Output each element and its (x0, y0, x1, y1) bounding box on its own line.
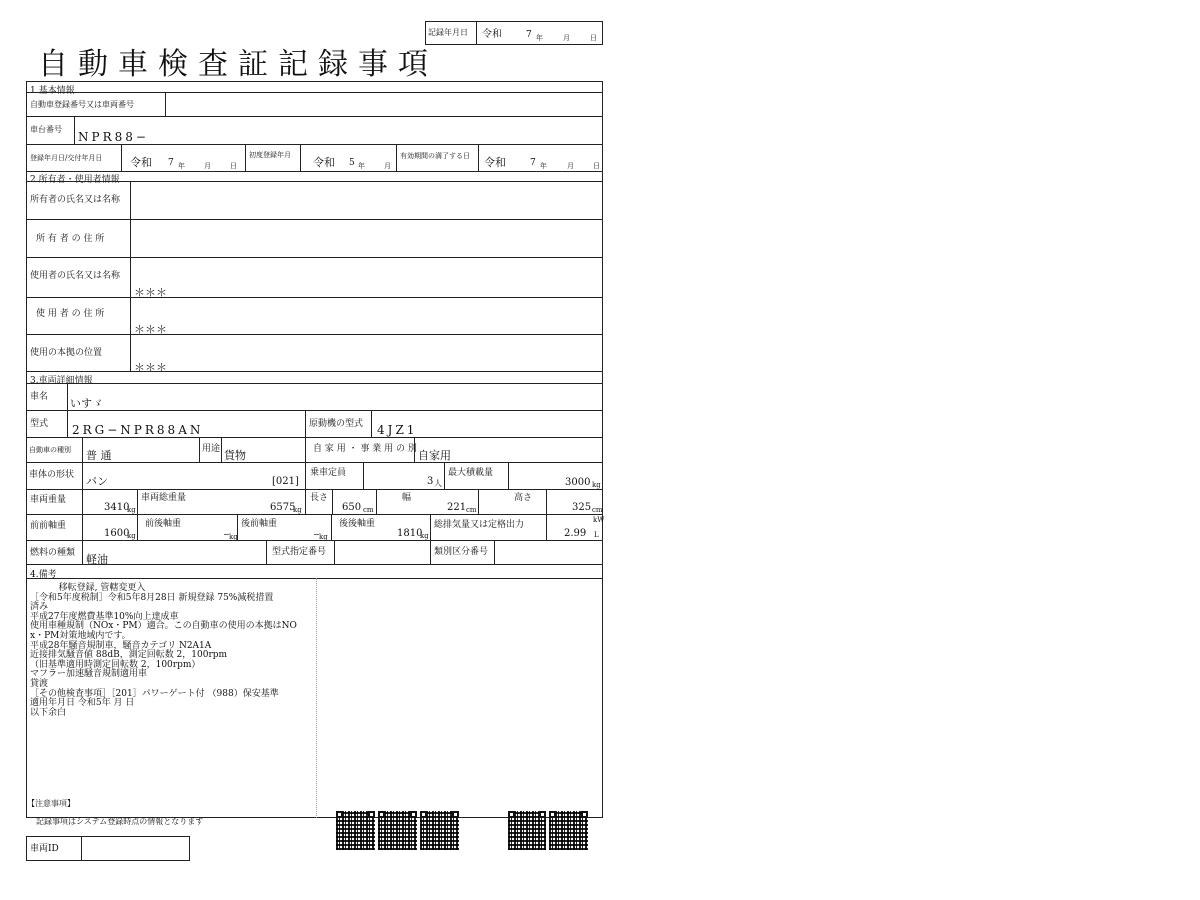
user-address-value: ＊＊＊ (134, 323, 167, 336)
reg-date-day-unit: 日 (230, 162, 237, 170)
capacity-label: 乗車定員 (310, 468, 347, 478)
length-label: 長さ (310, 493, 329, 503)
record-date-year: 7 (526, 30, 532, 40)
expiry-year-unit: 年 (540, 162, 547, 170)
weight-label: 車両重量 (30, 495, 67, 505)
kind-value: 普 通 (86, 449, 112, 462)
max-load-label: 最大積載量 (448, 468, 494, 478)
remarks-text: 移転登録, 管轄変更入 ［令和5年度税制］令和5年8月28日 新規登録 75%減税措置 済み 平成27年度燃費基準10%向上達成車 使用車種規制（NOx・PM）適合。この自動車の使用の本拠はNO x・PM対策地域内です。 平成28年騒音規制車，騒音カテゴリ N2A1A 近接排気騒音値 88dB，測定回転数 2，100rpm （旧基準適用時測定回転数 2，100rpm） マフラー加速騒音規制適用車 貸渡 ［その他検査事項］［201］パワーゲート付 （988）保安基準 適用年月日 令和5年 月 日 以下余白 (30, 583, 297, 718)
body-value: バン (86, 475, 108, 488)
section-owner: 2.所有者・使用者情報 (30, 175, 120, 185)
displacement-unit-l: L (594, 531, 599, 539)
ff-axle-value: 1600 (104, 528, 130, 539)
displacement-unit-kw: kW (593, 516, 605, 524)
width-unit: cm (466, 506, 477, 514)
displacement-label: 総排気量又は定格出力 (434, 520, 525, 530)
type-num-label: 型式指定番号 (272, 547, 327, 557)
length-unit: cm (363, 506, 374, 514)
base-value: ＊＊＊ (134, 361, 167, 374)
reg-date-label: 登録年月日/交付年月日 (30, 154, 103, 162)
weight-unit: kg (127, 506, 136, 514)
first-reg-year-unit: 年 (358, 162, 365, 170)
displacement-value: 2.99 (564, 528, 587, 539)
vehicle-id-label: 車両ID (30, 844, 59, 854)
page-title: 自動車検査証記録事項 (38, 47, 438, 82)
gross-value: 6575 (270, 502, 296, 513)
first-reg-era: 令和 (313, 156, 335, 169)
user-name-value: ＊＊＊ (134, 286, 167, 299)
owner-address-label: 所 有 者 の 住 所 (36, 234, 105, 244)
weight-value: 3410 (104, 502, 130, 513)
fr-axle-label: 前後軸重 (145, 519, 182, 529)
section-vehicle: 3.車両詳細情報 (30, 376, 93, 386)
rr-axle-value: 1810 (397, 528, 423, 539)
chassis-value: NPR88− (78, 130, 149, 144)
record-date-day-unit: 日 (590, 34, 597, 42)
width-value: 221 (447, 502, 467, 513)
reg-date-year-unit: 年 (178, 162, 185, 170)
rf-axle-unit: kg (319, 533, 328, 541)
ff-axle-unit: kg (127, 532, 136, 540)
width-label: 幅 (402, 493, 412, 503)
record-date-year-unit: 年 (536, 34, 543, 42)
fuel-value: 軽油 (86, 553, 108, 566)
base-label: 使用の本拠の位置 (30, 348, 103, 358)
engine-value: 4JZ1 (377, 423, 418, 437)
private-label: 自 家 用 ・ 事 業 用 の 別 (313, 444, 417, 454)
notes-text: 記録事項はシステム登録時点の情報となります (36, 817, 204, 826)
gross-unit: kg (293, 506, 302, 514)
user-name-label: 使用者の氏名又は名称 (30, 271, 121, 281)
expiry-day-unit: 日 (593, 162, 600, 170)
qr-code-2 (378, 811, 417, 850)
notes-label: 【注意事項】 (27, 799, 75, 808)
model-value: 2RG−NPR88AN (72, 423, 204, 437)
reg-date-month-unit: 月 (204, 162, 211, 170)
engine-label: 原動機の型式 (309, 419, 364, 429)
gross-label: 車両総重量 (141, 493, 187, 503)
section-remarks: 4.備考 (30, 570, 57, 580)
height-value: 325 (572, 502, 592, 513)
owner-name-label: 所有者の氏名又は名称 (30, 195, 121, 205)
height-unit: cm (592, 506, 603, 514)
expiry-month-unit: 月 (567, 162, 574, 170)
rf-axle-value: − (313, 530, 320, 539)
expiry-label: 有効期間の満了する日 (400, 152, 470, 160)
fuel-label: 燃料の種類 (30, 548, 76, 558)
record-date-label: 記録年月日 (428, 28, 468, 37)
body-label: 車体の形状 (29, 470, 75, 480)
fr-axle-value: − (223, 530, 230, 539)
qr-code-1 (336, 811, 375, 850)
max-load-unit: kg (592, 481, 601, 489)
model-label: 型式 (30, 419, 49, 429)
rf-axle-label: 後前軸重 (241, 519, 278, 529)
qr-code-4 (508, 811, 546, 850)
expiry-era: 令和 (484, 156, 506, 169)
rr-axle-label: 後後軸重 (339, 519, 376, 529)
user-address-label: 使 用 者 の 住 所 (36, 309, 105, 319)
chassis-label: 車台番号 (30, 125, 62, 134)
private-value: 自家用 (418, 449, 451, 462)
first-reg-label: 初度登録年月 (249, 151, 291, 159)
max-load-value: 3000 (565, 477, 591, 488)
expiry-year: 7 (530, 158, 536, 168)
body-code: [021] (272, 476, 299, 487)
qr-code-3 (420, 811, 459, 850)
first-reg-month-unit: 月 (384, 162, 391, 170)
qr-code-5 (549, 811, 588, 850)
capacity-unit: 人 (434, 479, 442, 488)
use-label: 用途 (202, 444, 221, 454)
class-num-label: 類別区分番号 (434, 547, 489, 557)
rr-axle-unit: kg (420, 532, 429, 540)
height-label: 高さ (514, 493, 533, 503)
kind-label: 自動車の種別 (29, 446, 71, 454)
reg-number-label: 自動車登録番号又は車両番号 (30, 100, 134, 109)
reg-date-era: 令和 (130, 156, 152, 169)
use-value: 貨物 (224, 449, 246, 462)
ff-axle-label: 前前軸重 (30, 521, 67, 531)
length-value: 650 (342, 502, 362, 513)
section-basic: 1.基本情報 (30, 86, 75, 96)
reg-date-year: 7 (168, 158, 174, 168)
name-label: 車名 (30, 392, 49, 402)
name-value: いすゞ (70, 397, 103, 410)
first-reg-year: 5 (349, 158, 355, 168)
record-date-month-unit: 月 (563, 34, 570, 42)
record-date-era: 令和 (482, 29, 502, 40)
capacity-value: 3 (427, 476, 434, 487)
fr-axle-unit: kg (229, 533, 238, 541)
